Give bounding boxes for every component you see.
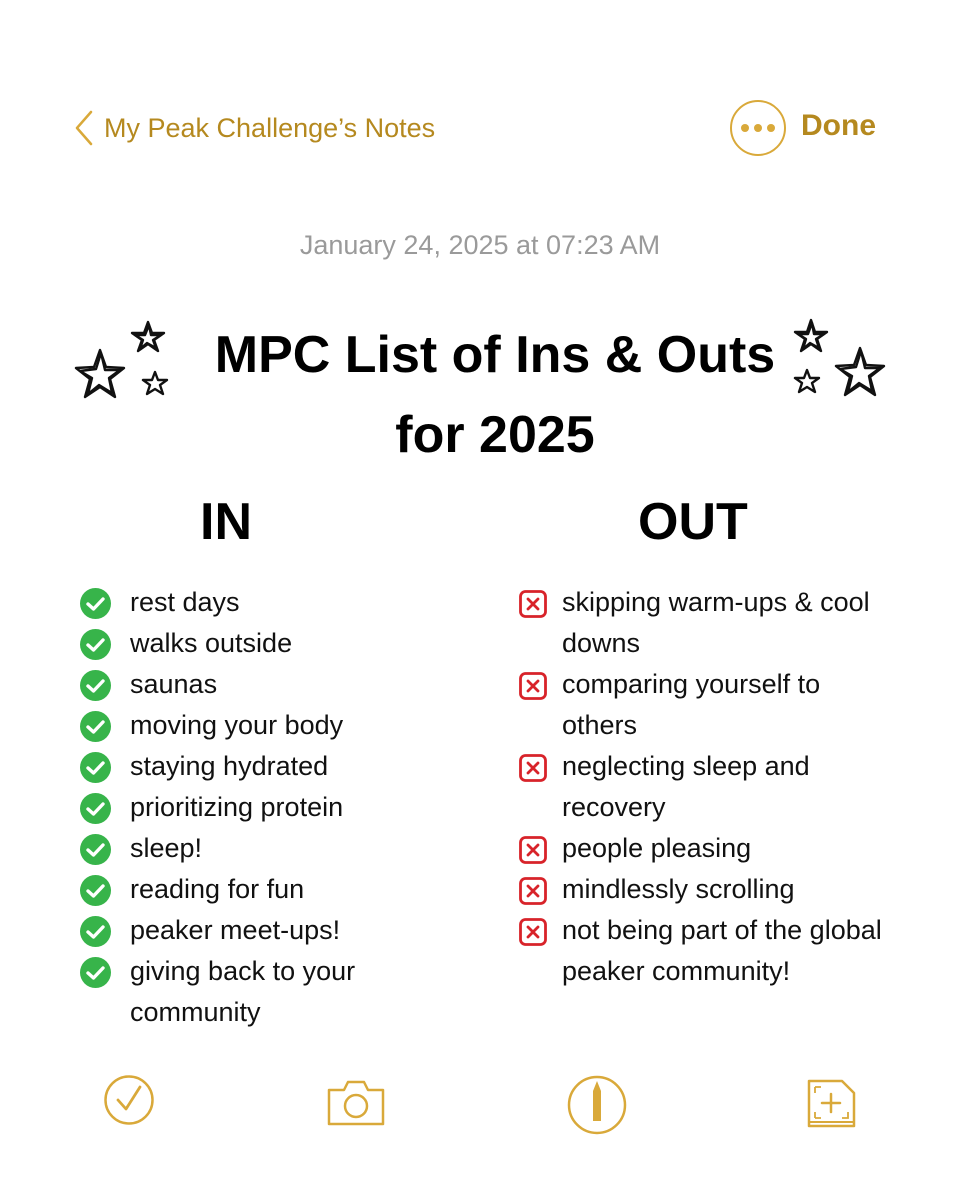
back-button[interactable] <box>74 108 435 148</box>
in-list-item <box>80 869 480 910</box>
ellipsis-dot <box>754 124 762 132</box>
markup-button[interactable] <box>566 1075 628 1135</box>
done-button[interactable]: Done <box>801 109 876 142</box>
in-item-text: giving back to your community <box>130 956 356 1027</box>
out-item-text: people pleasing <box>562 833 752 863</box>
in-list-item <box>80 910 480 951</box>
out-list-item <box>517 582 912 664</box>
green-check-icon <box>80 916 111 947</box>
out-item-text: skipping warm-ups & cool downs <box>562 587 870 658</box>
in-item-text: peaker meet-ups! <box>130 915 341 945</box>
checklist-button[interactable] <box>103 1074 155 1126</box>
out-item-text: comparing yourself to others <box>562 669 821 740</box>
in-list-item <box>80 951 430 1033</box>
camera-button[interactable] <box>326 1078 386 1128</box>
camera-icon <box>326 1078 386 1128</box>
in-heading: IN <box>200 493 252 551</box>
pen-tip-icon <box>566 1075 628 1135</box>
in-list-item <box>80 623 480 664</box>
out-item-text: neglecting sleep and recovery <box>562 751 810 822</box>
red-x-box-icon <box>519 589 547 617</box>
green-check-icon <box>80 588 111 619</box>
ellipsis-circle-icon <box>741 124 749 132</box>
green-check-icon <box>80 834 111 865</box>
out-list-item <box>517 869 937 910</box>
red-x-box-icon <box>519 835 547 863</box>
green-check-icon <box>80 793 111 824</box>
red-x-box-icon <box>519 671 547 699</box>
new-note-icon <box>806 1078 858 1130</box>
out-item-text: mindlessly scrolling <box>562 874 795 904</box>
in-item-text: walks outside <box>130 628 293 658</box>
out-list-item <box>517 828 937 869</box>
in-list-item <box>80 664 480 705</box>
green-check-icon <box>80 629 111 660</box>
chevron-left-icon <box>74 110 94 146</box>
green-check-icon <box>80 752 111 783</box>
in-item-text: staying hydrated <box>130 751 329 781</box>
green-check-icon <box>80 670 111 701</box>
in-item-text: rest days <box>130 587 240 617</box>
note-title-line-2: for 2025 <box>395 406 595 464</box>
out-list-item <box>517 746 852 828</box>
in-item-text: saunas <box>130 669 218 699</box>
in-list-item <box>80 828 480 869</box>
ellipsis-dot <box>767 124 775 132</box>
green-check-icon <box>80 875 111 906</box>
out-list-item <box>517 910 957 992</box>
in-item-text: sleep! <box>130 833 203 863</box>
compose-button[interactable] <box>806 1078 858 1130</box>
note-timestamp: January 24, 2025 at 07:23 AM <box>299 230 661 260</box>
checkmark-circle-icon <box>103 1074 155 1126</box>
out-item-text: not being part of the global peaker community! <box>562 915 882 986</box>
red-x-box-icon <box>519 917 547 945</box>
out-heading: OUT <box>638 493 748 551</box>
in-item-text: moving your body <box>130 710 344 740</box>
in-item-text: reading for fun <box>130 874 305 904</box>
in-list-item <box>80 582 480 623</box>
more-options-button[interactable] <box>730 100 786 156</box>
out-list-item <box>517 664 862 746</box>
in-list-item <box>80 787 480 828</box>
back-label: My Peak Challenge’s Notes <box>104 112 436 143</box>
note-title-line-1: MPC List of Ins & Outs <box>214 326 776 384</box>
in-list-item <box>80 705 480 746</box>
red-x-box-icon <box>519 876 547 904</box>
out-list <box>517 582 937 992</box>
green-check-icon <box>80 957 111 988</box>
in-list-item <box>80 746 480 787</box>
red-x-box-icon <box>519 753 547 781</box>
in-item-text: prioritizing protein <box>130 792 344 822</box>
note-title <box>150 315 840 475</box>
in-list <box>80 582 480 1033</box>
green-check-icon <box>80 711 111 742</box>
